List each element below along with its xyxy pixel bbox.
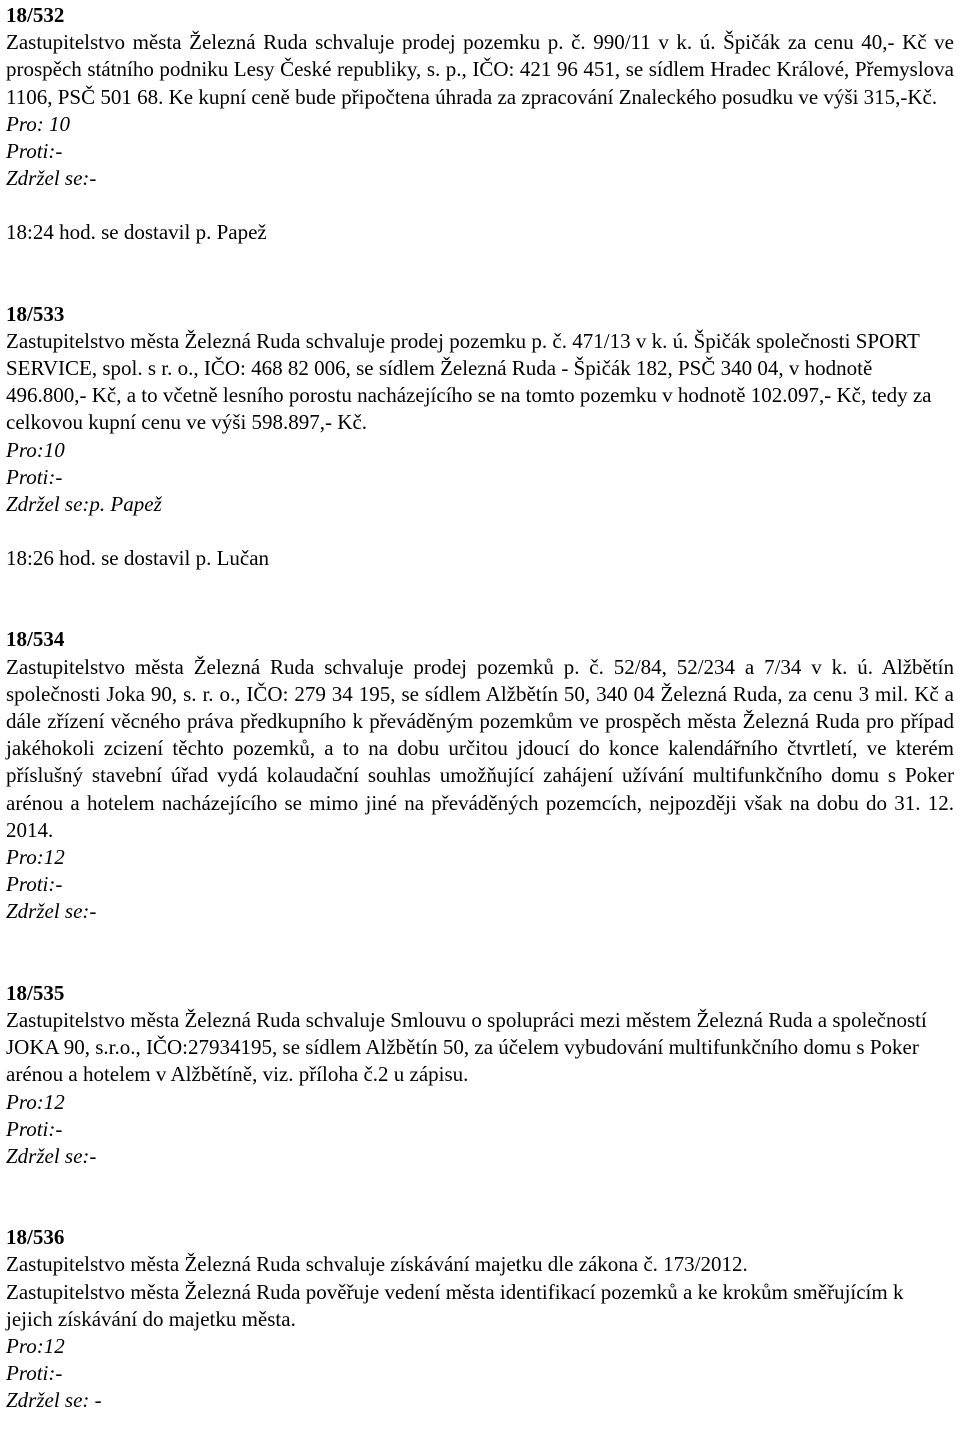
resolution-text: Zastupitelstvo města Železná Ruda schvaluje Smlouvu o spolupráci mezi městem Železná Ruda a společností JOKA 90, s.r.o., IČO:27934195, se sídlem Alžbětín 50, za účelem vybudování multifunkčního domu s Poker arénou a hotelem v Alžbětíně, viz. příloha č.2 u zápisu. [6,1007,927,1087]
resolution-text-2: Zastupitelstvo města Železná Ruda pověřuje vedení města identifikací pozemků a ke krokům směřujícím k jejich získávání do majetku města. [6,1279,904,1331]
vote-for: Pro:12 [6,1333,65,1358]
vote-abstain: Zdržel se:- [6,166,97,191]
resolution-text: Zastupitelstvo města Železná Ruda schvaluje prodej pozemku p. č. 990/11 v k. ú. Špičák za cenu 40,- Kč ve prospěch státního podniku Lesy České republiky, s. p., IČO: 421 96 451, se sídlem Hradec Králové, Přemyslova 1106, PSČ 501 68. Ke kupní ceně bude připočtena úhrada za zpracování Znaleckého posudku ve výši 315,-Kč. [6,30,954,109]
resolution-number: 18/536 [6,1225,65,1250]
attendance-note: 18:24 hod. se dostavil p. Papež [6,220,267,245]
resolution-18-534 [6,626,954,925]
resolution-18-533 [6,301,954,519]
vote-against: Proti:- [6,139,63,164]
attendance-note: 18:26 hod. se dostavil p. Lučan [6,546,270,571]
vote-for: Pro:10 [6,437,65,462]
vote-abstain: Zdržel se:- [6,1143,97,1168]
resolution-text: Zastupitelstvo města Železná Ruda schvaluje získávání majetku dle zákona č. 173/2012. [6,1252,748,1277]
vote-against: Proti:- [6,464,63,489]
resolution-18-536 [6,1224,954,1414]
vote-abstain: Zdržel se:p. Papež [6,492,162,517]
vote-against: Proti:- [6,872,63,897]
vote-against: Proti:- [6,1361,63,1386]
vote-for: Pro:12 [6,1089,65,1114]
vote-abstain: Zdržel se: - [6,1388,102,1413]
resolution-number: 18/533 [6,301,65,326]
vote-abstain: Zdržel se:- [6,899,97,924]
resolution-text: Zastupitelstvo města Železná Ruda schvaluje prodej pozemků p. č. 52/84, 52/234 a 7/34 v k. ú. Alžbětín společnosti Joka 90, s. r. o., IČO: 279 34 195, se sídlem Alžbětín 50, 340 04 Železná Ruda, za cenu 3 mil. Kč a dále zřízení věcného práva předkupního k převáděným pozemkům ve prospěch města Železná Ruda pro případ jakéhokoli zcizení těchto pozemků, a to na dobu určitou jdoucí do konce kalendářního čtvrtletí, ve kterém příslušný stavební úřad vydá kolaudační souhlas umožňující zahájení užívání multifunkčního domu s Poker arénou a hotelem nacházejícího se mimo jiné na převáděných pozemcích, nejpozději však na dobu do 31. 12. 2014. [6,654,954,842]
resolution-18-532 [6,2,954,192]
resolution-number: 18/532 [6,3,65,27]
vote-for: Pro:12 [6,845,65,870]
resolution-number: 18/534 [6,627,65,652]
vote-for: Pro: 10 [6,111,70,136]
resolution-text: Zastupitelstvo města Železná Ruda schvaluje prodej pozemku p. č. 471/13 v k. ú. Špičák společnosti SPORT SERVICE, spol. s r. o., IČO: 468 82 006, se sídlem Železná Ruda - Špičák 182, PSČ 340 04, v hodnotě 496.800,- Kč, a to včetně lesního porostu nacházejícího se na tomto pozemku v hodnotě 102.097,- Kč, tedy za celkovou kupní cenu ve výši 598.897,- Kč. [6,328,932,435]
resolution-number: 18/535 [6,980,65,1005]
vote-against: Proti:- [6,1116,63,1141]
resolution-18-535 [6,980,954,1170]
